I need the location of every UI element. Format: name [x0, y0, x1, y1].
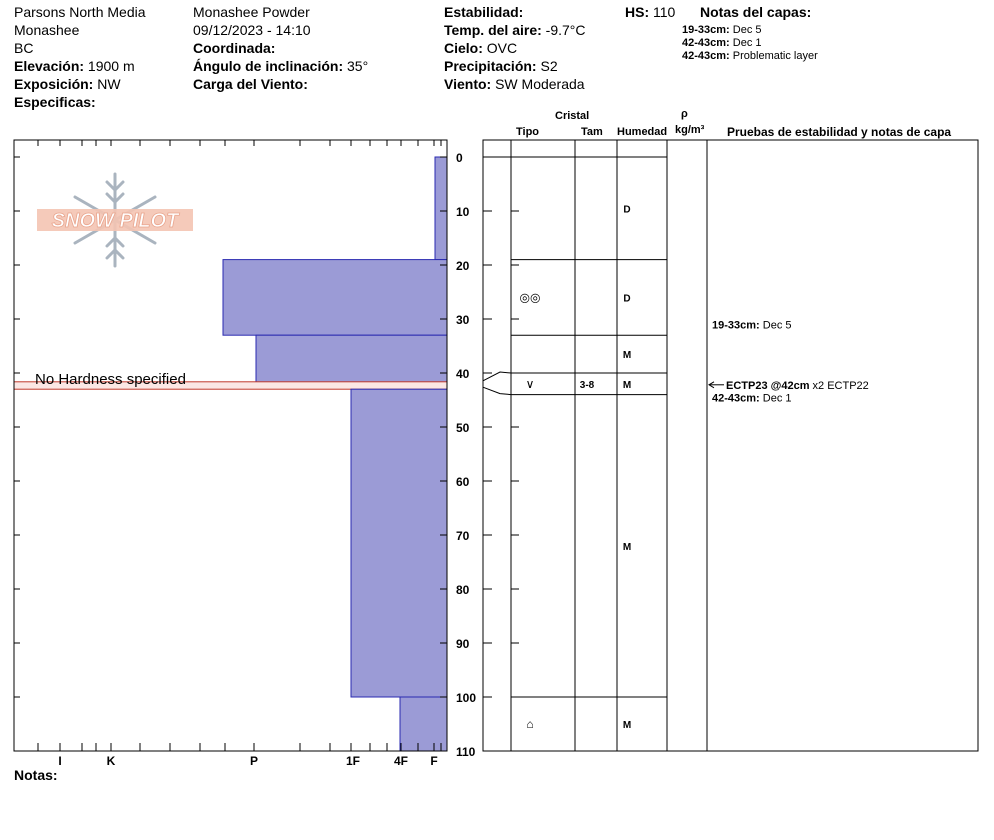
hardness-label: P [249, 754, 259, 768]
slope-label: Ángulo de inclinación: [193, 58, 344, 74]
elevation-label: Elevación: [14, 58, 85, 74]
location-name: Monashee Powder [193, 4, 310, 20]
layer-note-text: Problematic layer [732, 50, 818, 62]
moisture-value: M [622, 720, 632, 731]
layer-note-text: Dec 1 [732, 37, 762, 49]
precip-value: S2 [540, 58, 558, 74]
stability-label: Estabilidad: [444, 4, 524, 20]
layer-table [483, 140, 978, 751]
layer-notes-title: Notas del capas: [700, 4, 812, 20]
state-name: BC [14, 40, 34, 56]
col-crystal: Cristal [555, 110, 590, 122]
grain-size-value: 3-8 [579, 379, 595, 391]
hs-value: 110 [653, 4, 676, 20]
depth-label: 80 [456, 583, 470, 597]
col-moisture: Humedad [617, 126, 668, 138]
hs-label: HS: [625, 4, 650, 20]
hardness-bar [256, 335, 447, 384]
hardness-bar [435, 157, 447, 260]
aspect-value: NW [97, 76, 121, 92]
notes-label: Notas: [14, 767, 58, 783]
test-result: ECTP23 @42cm x2 ECTP22 [726, 379, 869, 392]
depth-label: 100 [456, 691, 477, 705]
depth-label: 20 [456, 259, 470, 273]
hardness-bar [223, 260, 447, 336]
col-type: Tipo [516, 126, 540, 138]
moisture-value: M [622, 379, 632, 391]
depth-label: 110 [456, 745, 476, 759]
depth-label: 30 [456, 313, 470, 327]
no-hardness-note: No Hardness specified [35, 371, 186, 388]
hardness-bar [351, 389, 447, 697]
depth-label: 10 [456, 205, 470, 219]
range-name: Monashee [14, 22, 80, 38]
depth-label: 90 [456, 637, 470, 651]
col-rho: ρ [681, 108, 688, 120]
airtemp-label: Temp. del aire: [444, 22, 542, 38]
test-note: 42-43cm: Dec 1 [712, 392, 792, 405]
grain-type-symbol: ⌂ [526, 717, 534, 731]
hardness-label: K [106, 754, 116, 768]
wind-value: SW Moderada [495, 76, 585, 92]
precip-label: Precipitación: [444, 58, 537, 74]
grain-type-symbol: ◎◎ [519, 290, 541, 305]
col-size: Tam [581, 126, 603, 138]
sky-label: Cielo: [444, 40, 483, 56]
snowpilot-logo [37, 174, 193, 266]
moisture-value: M [622, 541, 632, 553]
moisture-value: M [622, 350, 632, 362]
sky-value: OVC [486, 40, 518, 56]
logo-text: SNOW PILOT [51, 210, 179, 232]
layer-table-frame [483, 140, 978, 751]
date-time: 09/12/2023 - 14:10 [193, 22, 311, 38]
layer-note-range: 19-33cm: [682, 24, 730, 36]
col-tests: Pruebas de estabilidad y notas de capa [727, 125, 952, 139]
layer-connector [483, 387, 511, 394]
elevation-value: 1900 m [87, 58, 135, 74]
hardness-label: F [430, 754, 438, 768]
depth-label: 60 [456, 475, 470, 489]
col-density-unit: kg/m³ [675, 124, 705, 136]
aspect-label: Exposición: [14, 76, 94, 92]
depth-label: 70 [456, 529, 470, 543]
hardness-label: I [58, 754, 62, 768]
moisture-value: D [623, 204, 631, 216]
observer-name: Parsons North Media [14, 4, 146, 20]
test-note: 19-33cm: Dec 5 [712, 319, 792, 332]
coord-label: Coordinada: [193, 40, 276, 56]
moisture-value: D [623, 293, 631, 305]
depth-label: 0 [456, 151, 463, 165]
layer-note-range: 42-43cm: [682, 37, 730, 49]
hardness-label: 4F [393, 754, 409, 768]
layer-note-range: 42-43cm: [682, 50, 730, 62]
depth-label: 50 [456, 421, 470, 435]
depth-label: 40 [456, 367, 470, 381]
hardness-label: 1F [345, 754, 361, 768]
wind-label: Viento: [444, 76, 492, 92]
grain-type-symbol: ∨ [525, 376, 535, 391]
layer-note-text: Dec 5 [732, 24, 762, 36]
hardness-bar [400, 697, 447, 751]
specifics-label: Especificas: [14, 94, 96, 110]
windload-label: Carga del Viento: [193, 76, 308, 92]
slope-value: 35° [347, 58, 369, 74]
hardness-profile [14, 157, 447, 751]
airtemp-value: -9.7°C [545, 22, 586, 38]
